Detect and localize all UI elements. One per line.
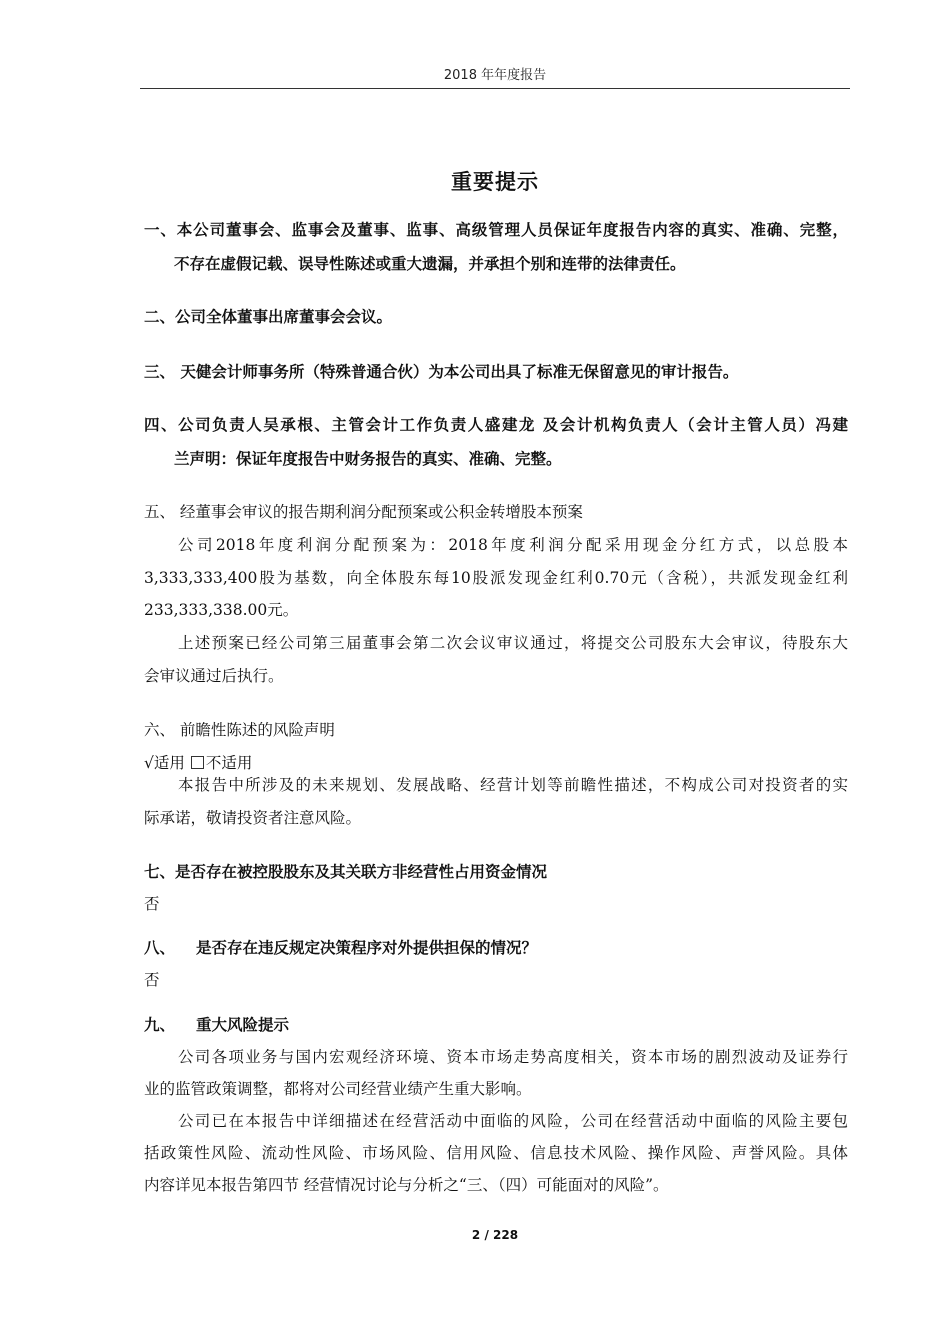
section-5-paragraph-2-line-1: 上述预案已经公司第三届董事会第二次会议审议通过，将提交公司股东大会审议，待股东大 <box>178 634 848 652</box>
section-9-paragraph-2-line-1: 公司已在本报告中详细描述在经营活动中面临的风险，公司在经营活动中面临的风险主要包 <box>178 1112 848 1130</box>
section-6-paragraph-line-1: 本报告中所涉及的未来规划、发展战略、经营计划等前瞻性描述，不构成公司对投资者的实 <box>178 776 848 794</box>
section-4-line-2: 兰声明：保证年度报告中财务报告的真实、准确、完整。 <box>174 450 562 468</box>
section-8-heading: 是否存在违反规定决策程序对外提供担保的情况？ <box>196 939 538 957</box>
section-7-answer: 否 <box>144 895 160 913</box>
page-number: 2 / 228 <box>471 1228 519 1242</box>
running-header: 2018 年年度报告 <box>443 68 547 83</box>
applicability-options <box>144 751 252 773</box>
page-title: 重要提示 <box>451 170 539 194</box>
section-3-heading: 三、 天健会计师事务所（特殊普通合伙）为本公司出具了标准无保留意见的审计报告。 <box>144 363 739 381</box>
section-9-paragraph-2-line-3: 内容详见本报告第四节 经营情况讨论与分析之“三、（四）可能面对的风险”。 <box>144 1176 669 1194</box>
section-5-paragraph-1-line-2: 3,333,333,400股为基数，向全体股东每10股派发现金红利0.70元（含税），共派发现金红利 <box>144 569 848 587</box>
section-5-paragraph-1-line-3: 233,333,338.00元。 <box>144 601 299 619</box>
section-6-paragraph-line-2: 际承诺，敬请投资者注意风险。 <box>144 809 362 827</box>
applicable-label: √适用 <box>144 754 185 772</box>
section-9-heading: 重大风险提示 <box>196 1016 290 1034</box>
section-6-heading: 六、 前瞻性陈述的风险声明 <box>144 721 335 739</box>
section-1-line-1: 一、本公司董事会、监事会及董事、监事、高级管理人员保证年度报告内容的真实、准确、完整， <box>144 221 848 239</box>
section-9-paragraph-1-line-1: 公司各项业务与国内宏观经济环境、资本市场走势高度相关，资本市场的剧烈波动及证券行 <box>178 1048 848 1066</box>
section-9-paragraph-1-line-2: 业的监管政策调整，都将对公司经营业绩产生重大影响。 <box>144 1080 532 1098</box>
section-7-heading: 七、是否存在被控股股东及其关联方非经营性占用资金情况 <box>144 863 548 881</box>
section-4-line-1: 四、公司负责人吴承根、主管会计工作负责人盛建龙 及会计机构负责人（会计主管人员）冯建 <box>144 416 848 434</box>
section-9-number: 九、 <box>144 1016 176 1034</box>
section-2-heading: 二、公司全体董事出席董事会会议。 <box>144 308 393 326</box>
section-5-paragraph-1-line-1: 公司2018年度利润分配预案为：2018年度利润分配采用现金分红方式，以总股本 <box>178 536 848 554</box>
section-1-line-2: 不存在虚假记载、误导性陈述或重大遗漏，并承担个别和连带的法律责任。 <box>174 255 686 273</box>
not-applicable-label: 不适用 <box>205 754 253 772</box>
empty-checkbox-icon <box>191 756 204 769</box>
section-8-answer: 否 <box>144 971 160 989</box>
section-9-paragraph-2-line-2: 括政策性风险、流动性风险、市场风险、信用风险、信息技术风险、操作风险、声誉风险。具体 <box>144 1144 848 1162</box>
section-5-paragraph-2-line-2: 会审议通过后执行。 <box>144 667 284 685</box>
section-5-heading: 五、 经董事会审议的报告期利润分配预案或公积金转增股本预案 <box>144 503 583 521</box>
header-divider <box>140 88 850 89</box>
section-8-number: 八、 <box>144 939 176 957</box>
